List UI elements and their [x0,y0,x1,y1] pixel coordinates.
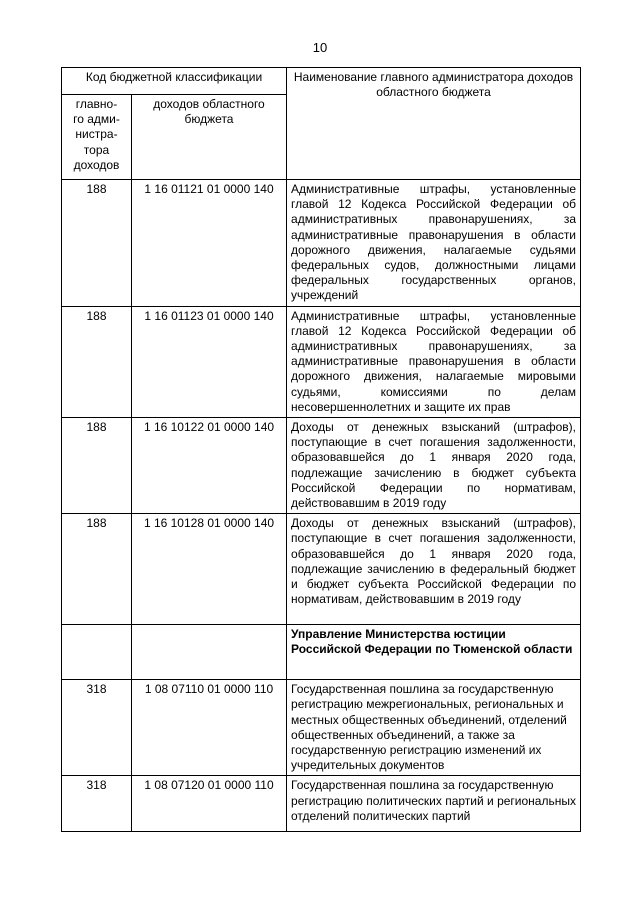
table-header [62,68,581,180]
header-regional-revenue-code: доходов областного бюджета [132,95,287,180]
revenue-name-cell: Административные штрафы, установленные главой 12 Кодекса Российской Федерации об административных правонарушениях, за административные правонарушения в области дорожного движения, налагаемые мировыми судьями, комиссиями по делам несовершеннолетних и защите их прав [287,306,581,417]
admin-code-cell: 318 [62,776,132,832]
revenue-code-cell: 1 16 10122 01 0000 140 [132,418,287,514]
page-number: 10 [312,40,328,55]
admin-code-cell [62,625,132,680]
administrator-heading-cell: Управление Министерства юстиции Российской Федерации по Тюменской области [287,625,581,680]
header-chief-administrator: главно- го адми- нистра- тора доходов [62,95,132,180]
admin-code-cell: 188 [62,180,132,307]
revenue-code-cell: 1 16 01121 01 0000 140 [132,180,287,307]
revenue-code-cell: 1 16 10128 01 0000 140 [132,514,287,625]
admin-code-cell: 188 [62,514,132,625]
revenue-name-cell: Государственная пошлина за государственную регистрацию межрегиональных, региональных и местных общественных объединений, отделений общественных объединений, а также за государственную регистрацию изменений их учредительных документов [287,680,581,776]
admin-code-cell: 188 [62,306,132,417]
header-administrator-name: Наименование главного администратора доходов областного бюджета [287,68,581,180]
revenue-name-cell: Административные штрафы, установленные главой 12 Кодекса Российской Федерации об административных правонарушениях, за административные правонарушения в области дорожного движения, налагаемые судьями федеральных судов, должностными лицами федеральных государственных органов, учреждений [287,180,581,307]
admin-code-cell: 318 [62,680,132,776]
revenue-code-cell [132,625,287,680]
revenue-name-cell: Доходы от денежных взысканий (штрафов), поступающие в счет погашения задолженности, образовавшейся до 1 января 2020 года, подлежащие зачислению в бюджет субъекта Российской Федерации по нормативам, действовавшим в 2019 году [287,418,581,514]
table-row [62,180,581,307]
revenue-code-cell: 1 08 07120 01 0000 110 [132,776,287,832]
table-row [62,514,581,625]
table-row [62,306,581,417]
budget-classification-table [61,67,581,832]
table-row [62,418,581,514]
revenue-name-cell: Доходы от денежных взысканий (штрафов), поступающие в счет погашения задолженности, образовавшейся до 1 января 2020 года, подлежащие зачислению в федеральный бюджет и бюджет субъекта Российской Федерации по нормативам, действовавшим в 2019 году [287,514,581,625]
table-row [62,680,581,776]
admin-code-cell: 188 [62,418,132,514]
revenue-code-cell: 1 08 07110 01 0000 110 [132,680,287,776]
revenue-code-cell: 1 16 01123 01 0000 140 [132,306,287,417]
header-budget-classification-code: Код бюджетной классификации [62,68,287,95]
table-row [62,776,581,832]
revenue-name-cell: Государственная пошлина за государственную регистрацию политических партий и региональных отделений политических партий [287,776,581,832]
table-row-section-heading [62,625,581,680]
table-body [62,180,581,832]
